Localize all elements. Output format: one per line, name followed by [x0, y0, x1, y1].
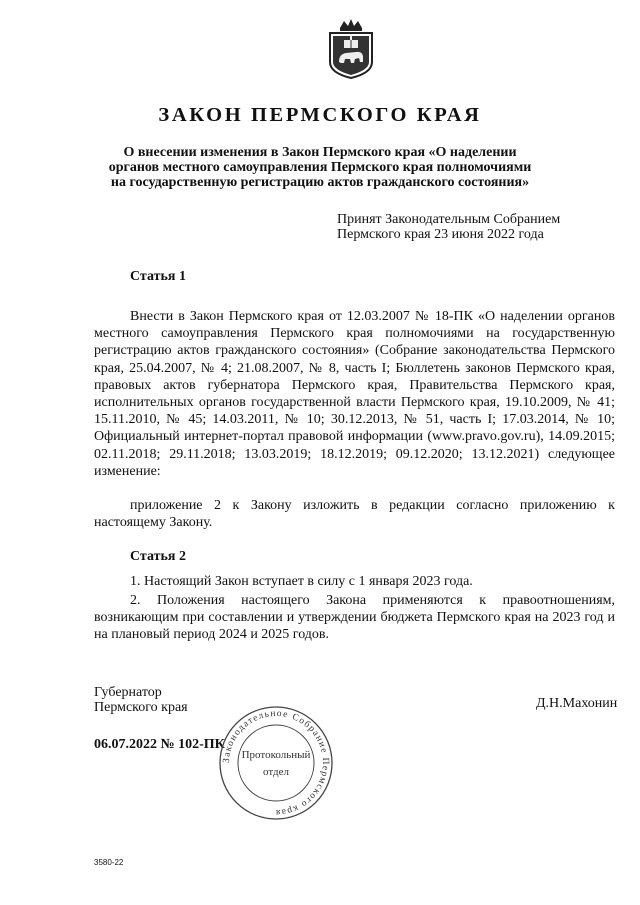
article-2-heading: Статья 2 [130, 549, 186, 564]
document-registration-number: 3580-22 [94, 858, 124, 867]
subtitle-line: органов местного самоуправления Пермского края полномочиями [108, 160, 532, 175]
article-1-text [94, 308, 615, 480]
article-2-point-1-text: 1. Настоящий Закон вступает в силу с 1 января 2023 года. [130, 574, 473, 589]
signatory-position [94, 685, 188, 715]
subtitle-line: на государственную регистрацию актов гражданского состояния» [110, 175, 530, 190]
article-1-item [94, 497, 615, 531]
law-subtitle [80, 145, 560, 190]
article-2-point-2-text: 2. Положения настоящего Закона применяются к правоотношениям, возникающим при составлении и утверждении бюджета Пермского края на 2023 год и на плановый период 2024 и 2025 годов. [94, 593, 615, 643]
law-title: ЗАКОН ПЕРМСКОГО КРАЯ [158, 104, 482, 126]
signatory-name: Д.Н.Махонин [536, 696, 618, 711]
coat-of-arms-icon [326, 18, 376, 80]
article-2-point-2 [94, 592, 615, 644]
subtitle-line: О внесении изменения в Закон Пермского края «О наделении [123, 145, 517, 160]
position-line: Пермского края [94, 700, 188, 715]
article-1-heading: Статья 1 [130, 269, 186, 284]
adoption-note [337, 212, 560, 242]
article-1-item-text: приложение 2 к Закону изложить в редакции согласно приложению к настоящему Закону. [94, 498, 615, 531]
article-1-paragraph: Внести в Закон Пермского края от 12.03.2007 № 18-ПК «О наделении органов местного самоуправления Пермского края полномочиями на государственную регистрацию актов гражданского состояния» (Собрание законодательства Пермского края, 25.04.2007, № 4; 21.08.2007, № 8, часть I; Бюллетень законов Пермского края, правовых актов губернатора Пермского края, Правительства Пермского края, исполнительных органов государственной власти Пермского края, 19.10.2009, № 41; 15.11.2010, № 45; 14.03.2011, № 10; 30.12.2013, № 51, часть I; 17.03.2014, № 10; Официальный интернет-портал правовой информации (www.pravo.gov.ru), 14.09.2015; 02.11.2018; 29.11.2018; 13.03.2019; 18.12.2019; 09.12.2020; 13.12.2021) следующее изменение: [94, 309, 615, 479]
position-line: Губернатор [94, 685, 162, 700]
adoption-line: Принят Законодательным Собранием [337, 212, 561, 227]
stamp-center-line: Протокольный [241, 749, 311, 761]
article-2-point-1 [94, 573, 615, 590]
stamp-center-line: отдел [263, 766, 289, 778]
official-stamp-icon [216, 703, 336, 823]
date-and-number: 06.07.2022 № 102-ПК [94, 737, 225, 752]
stamp-ring-text: Законодательное Собрание Пермского края [221, 708, 331, 818]
adoption-line: Пермского края 23 июня 2022 года [337, 227, 544, 242]
